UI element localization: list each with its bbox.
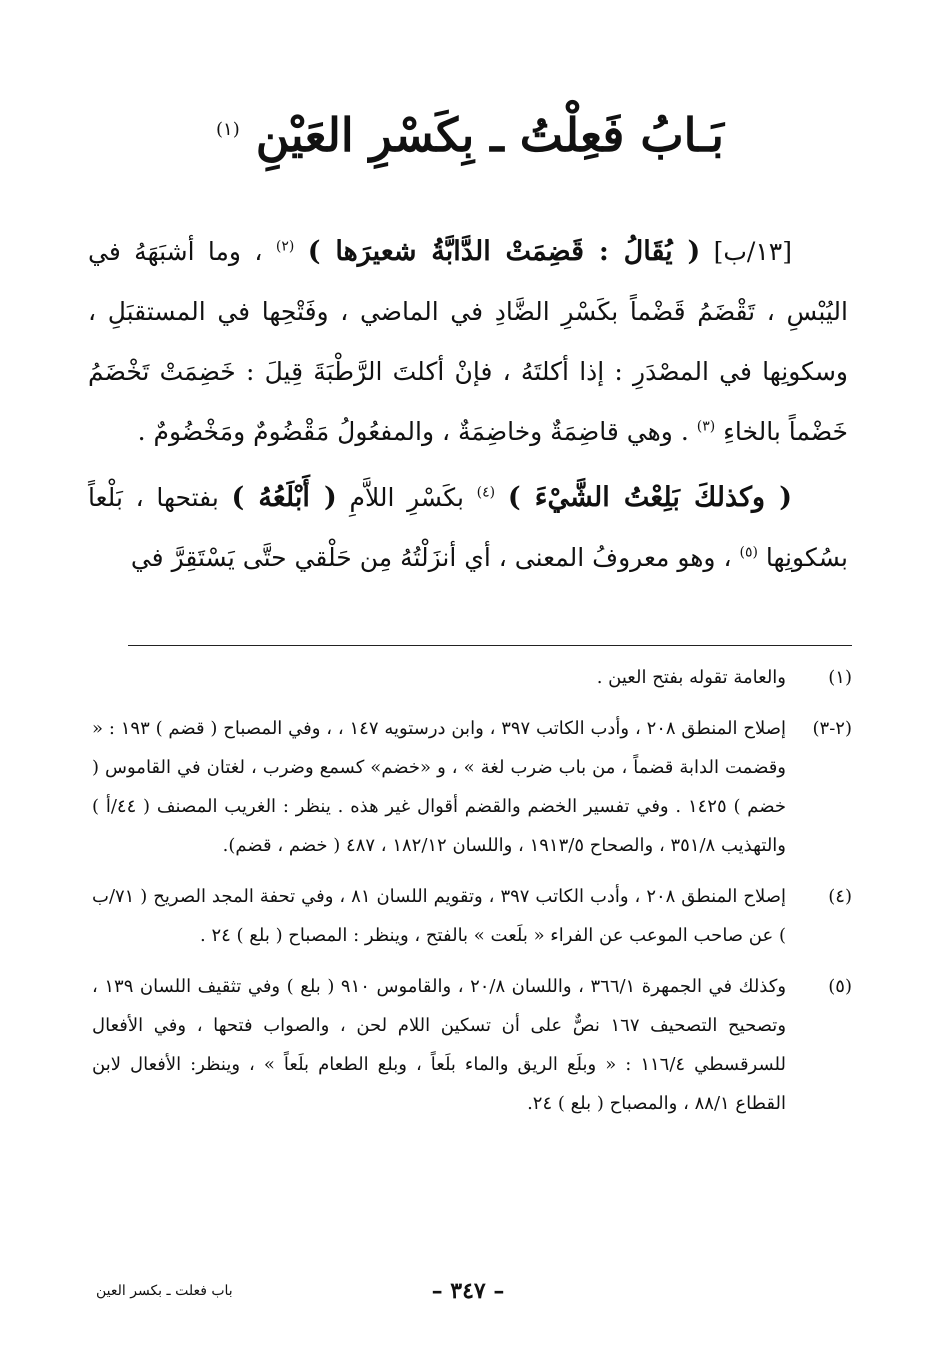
footnote-item	[92, 658, 852, 697]
running-head: باب فعلت ـ بكسر العين	[96, 1283, 233, 1299]
chapter-title-text: بَـابُ فَعِلْتُ ـ بِكَسْرِ العَيْنِ	[255, 108, 724, 162]
footnote-ref: (٥)	[739, 544, 758, 561]
headword-phrase: ( وكذلكَ بَلِعْتُ الشَّيْءَ )	[507, 482, 792, 513]
footnote-number: (٢-٣)	[812, 718, 852, 739]
footnotes	[92, 658, 852, 1135]
footnote-number: (٤)	[828, 886, 852, 907]
footnote-text: وكذلك في الجمهرة ٣٦٦/١ ، واللسان ٢٠/٨ ، والقاموس ٩١٠ ( بلع ) وفي تثقيف اللسان ١٣٩ ، وتصحيح التصحيف ١٦٧ نصٌّ على أن تسكين اللام لحن ، والصواب فتحها ، وفي الأفعال للسرقسطي ١١٦/٤ : « وبلَع الريق والماء بلَعاً ، وبلع الطعام بلَعاً » ، وينظر: الأفعال لابن القطاع ٨٨/١ ، والمصباح ( بلع ) ٢٤.	[92, 976, 787, 1114]
paragraph-text: بفتحها ، بَلْعاً بسُكونِها	[88, 483, 848, 572]
footnote-ref: (٢)	[275, 238, 295, 255]
footnote-text: إصلاح المنطق ٢٠٨ ، وأدب الكاتب ٣٩٧ ، وابن درستويه ١٤٧ ، ، وفي المصباح ( قضم ) ١٩٣ : « وقضمت الدابة قضماً ، من باب ضرب لغة » ، و «خضم» كسمع وضرب ، لغتان في القاموس ( خضم ) ١٤٢٥ . وفي تفسير الخضم والقضم أقوال غير هذه . ينظر : الغريب المصنف ( ٤٤/أ ) والتهذيب ٣٥١/٨ ، والصحاح ١٩١٣/٥ ، واللسان ١٨٢/١٢ ، ٤٨٧ ( خضم ، قضم).	[92, 718, 786, 856]
footnote-item	[92, 877, 852, 955]
chapter-title	[0, 108, 936, 163]
footnote-item	[92, 967, 852, 1123]
footnote-ref: (٤)	[476, 484, 496, 501]
paragraph-text: . وهي قاضِمَةٌ وخاضِمَةٌ ، والمفعُولُ مَقْضُومٌ ومَخْضُومٌ .	[137, 417, 689, 446]
footnote-number: (١)	[828, 667, 852, 688]
paragraph-text: ، وما أشبَهَهُ في اليُبْسِ ، تَقْضَمُ قَضْماً بكَسْرِ الضَّادِ في الماضي ، وفَتْحِها في المستقبَلِ ، وسكونِها في المصْدَرِ : إذا أكلتَهُ ، فإنْ أكلتَ الرَّطْبَةَ قِيلَ : خَضِمَتْ تَخْضَمُ خَضْماً بالخاءِ	[88, 237, 848, 446]
manuscript-folio-ref: [١٣/ب]	[713, 237, 792, 266]
paragraph-2	[88, 468, 848, 588]
main-text	[88, 222, 848, 592]
headword-phrase: ( يُقَالُ : قَضِمَتْ الدَّابَّةُ شعيرَها )	[307, 236, 701, 267]
paragraph-text: ، وهو معروفُ المعنى ، أي أنزَلْتُهُ مِن حَلْقي حتَّى يَسْتَقِرَّ في	[130, 543, 732, 572]
footnote-ref: (٣)	[696, 418, 716, 435]
paragraph-1	[88, 222, 848, 462]
footnote-number: (٥)	[828, 976, 852, 997]
footnote-divider	[128, 645, 852, 646]
page-number: – ٣٤٧ –	[431, 1278, 505, 1304]
footnote-item	[92, 709, 852, 865]
headword-phrase: ( أَبْلَعُهُ )	[231, 482, 337, 513]
paragraph-text: بكَسْرِ اللاَّمِ	[349, 483, 464, 512]
footnote-text: والعامة تقوله بفتح العين .	[596, 667, 786, 688]
title-footnote-ref: (١)	[216, 118, 240, 140]
footnote-text: إصلاح المنطق ٢٠٨ ، وأدب الكاتب ٣٩٧ ، وتقويم اللسان ٨١ ، وفي تحفة المجد الصريح ( ٧١/ب ) عن صاحب الموعب عن الفراء « بلَعت » بالفتح ، وينظر : المصباح ( بلع ) ٢٤ .	[92, 886, 786, 946]
